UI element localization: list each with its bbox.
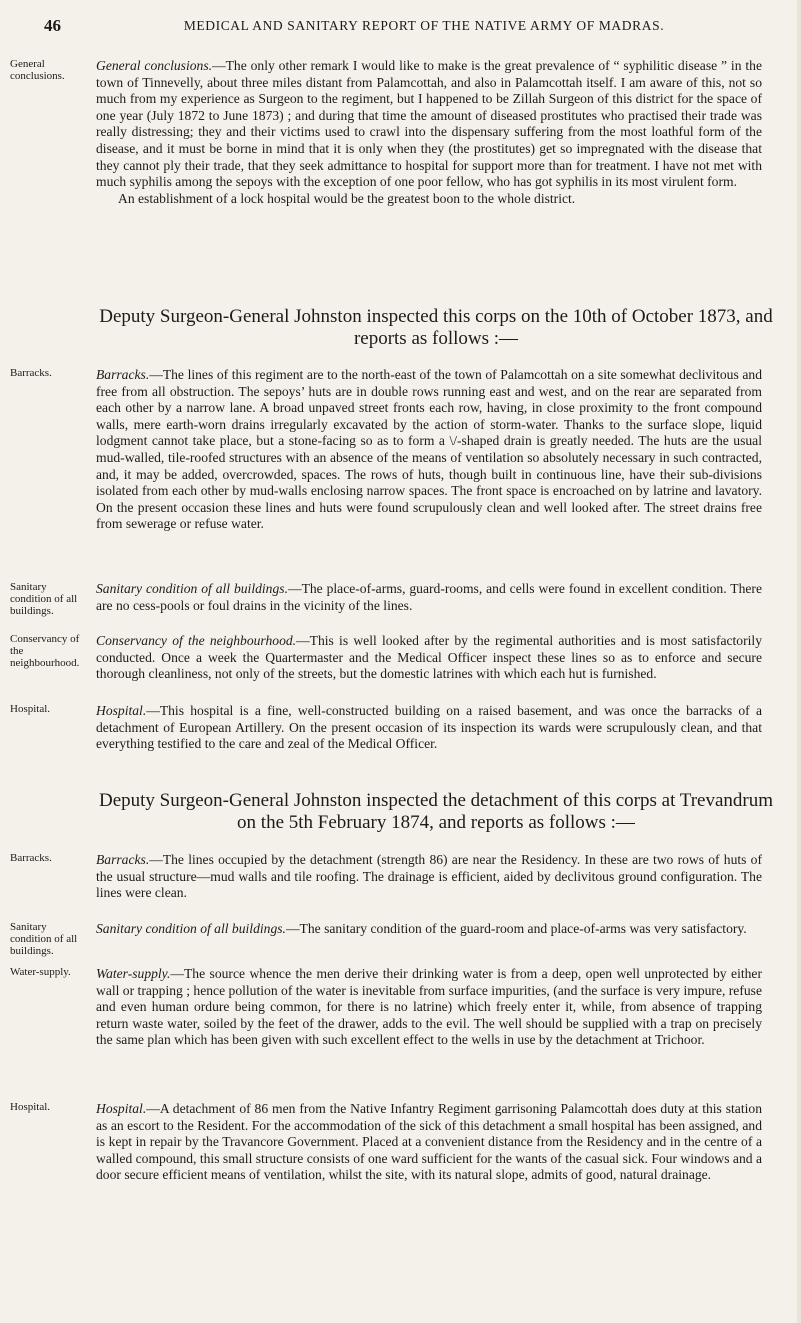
section-heading-1: Deputy Surgeon-General Johnston inspected this corps on the 10th of October 1873, and reports as follows :— (99, 306, 773, 349)
sidenote-conservancy: Conservancy of the neighbourhood. (10, 633, 80, 669)
sanitary-section (96, 581, 762, 614)
para-body: —The sanitary condition of the guard-room and place-of-arms was very satisfactory. (285, 921, 747, 936)
sidenote-sanitary: Sanitary condition of all buildings. (10, 581, 78, 617)
general-conclusions-section (96, 58, 762, 207)
page-edge (797, 0, 801, 1323)
barracks-section-2 (96, 852, 762, 902)
hospital-paragraph (96, 703, 762, 753)
water-supply-paragraph (96, 966, 762, 1049)
para-title: Sanitary condition of all buildings. (96, 921, 286, 936)
para-body: —This is well looked after by the regimental authorities and is most satisfactorily conducted. Once a week the Quartermaster and the Medical Officer inspect these lines so as to enforce and secure thorough cleanliness, not only of the streets, but the domestic latrines with which each hut is furnished. (96, 633, 762, 682)
para-body: —This hospital is a fine, well-constructed building on a raised basement, and was once the barracks of a detachment of European Artillery. On the present occasion of its inspection its wards were scrupulously clean, and that everything testified to the care and zeal of the Medical Officer. (96, 703, 762, 752)
para-title: Barracks. (96, 367, 150, 382)
general-paragraph (96, 58, 762, 191)
sanitary-paragraph (96, 581, 762, 614)
general-paragraph-2: An establishment of a lock hospital would be the greatest boon to the whole district. (118, 190, 576, 206)
para-body: —The place-of-arms, guard-rooms, and cells were found in excellent condition. There are no cess-pools or foul drains in the vicinity of the lines. (96, 581, 762, 613)
barracks-paragraph-2 (96, 852, 762, 902)
para-body: —The lines of this regiment are to the north-east of the town of Palamcottah on a site somewhat declivitous and free from all obstruction. The sepoys’ huts are in double rows running east and west, and on the rear are separated from each other by a narrow lane. A broad unpaved street fronts each row, having, in close proximity to the front compound walls, mere earth-worn drains irregularly excavated by the action of storm-water. Thanks to the surface slope, liquid lodgment cannot take place, but a stone-facing so as to form a \/-shaped drain is greatly needed. The huts are the usual mud-walled, tile-roofed structures with an absence of the means of ventilation so absolutely necessary in such contracted, and, it may be added, overcrowded, spaces. The rows of huts, though built in continuous line, have their sub-divisions isolated from each other by mud-walls enclosing narrow spaces. The front space is encroached on by latrine and lavatory. On the present occasion these lines and huts were found scrupulously clean and well looked after. The street drains free from sewerage or refuse water. (96, 367, 762, 532)
sidenote-hospital: Hospital. (10, 703, 51, 715)
para-title: Water-supply. (96, 966, 171, 981)
section-heading-2: Deputy Surgeon-General Johnston inspected the detachment of this corps at Trevandrum on the 5th February 1874, and reports as follows :— (98, 790, 773, 833)
para-title: Conservancy of the neighbourhood. (96, 633, 297, 648)
conservancy-paragraph (96, 633, 762, 683)
page-number: 46 (44, 16, 61, 35)
sidenote-water-supply: Water-supply. (10, 966, 71, 978)
para-title: General conclusions. (96, 58, 213, 73)
hospital-section (96, 703, 762, 753)
conservancy-section (96, 633, 762, 683)
sidenote-general: General conclusions. (10, 58, 65, 82)
hospital-section-2 (96, 1101, 762, 1184)
sidenote-hospital-2: Hospital. (10, 1101, 51, 1113)
para-body: —A detachment of 86 men from the Native Infantry Regiment garrisoning Palamcottah does duty at this station as an escort to the Resident. For the accommodation of the sick of this detachment a small hospital has been assigned, and is kept in repair by the Travancore Government. Placed at a convenient distance from the Residency and in the centre of a walled compound, this small structure consists of one ward sufficient for the wants of the casual sick. Four windows and a door secure efficient means of ventilation, whilst the site, with its natural slope, admits of good, natural drainage. (96, 1101, 762, 1183)
sanitary-section-2 (96, 921, 762, 938)
para-title: Hospital. (96, 703, 147, 718)
sidenote-barracks-2: Barracks. (10, 852, 52, 864)
sanitary-paragraph-2 (96, 921, 762, 938)
para-body: —The lines occupied by the detachment (strength 86) are near the Residency. In these are two rows of huts of the usual structure—mud walls and tile roofing. The drainage is efficient, aided by declivitous ground configuration. The lines were clean. (96, 852, 762, 901)
para-title: Barracks. (96, 852, 150, 867)
page-header (0, 16, 801, 38)
para-title: Hospital. (96, 1101, 147, 1116)
barracks-paragraph (96, 367, 762, 533)
sidenote-sanitary-2: Sanitary condition of all buildings. (10, 921, 78, 957)
water-supply-section (96, 966, 762, 1049)
para-body: —The source whence the men derive their drinking water is from a deep, open well unprotected by either wall or trapping ; hence pollution of the water is inevitable from surface impurities, (and the surface is very impure, refuse and even human ordure being common, for there is no latrine) which freely enter it, while, from absence of trapping return waste water, soiled by the feet of the drawer, adds to the evil. The well should be supplied with a trap on precisely the same plan which has been given with such excellent effect to the wells in use by the detachment at Trichoor. (96, 966, 762, 1048)
barracks-section (96, 367, 762, 533)
running-title: MEDICAL AND SANITARY REPORT OF THE NATIVE ARMY OF MADRAS. (183, 18, 665, 33)
sidenote-barracks: Barracks. (10, 367, 52, 379)
para-title: Sanitary condition of all buildings. (96, 581, 288, 596)
para-body: —The only other remark I would like to make is the great prevalence of “ syphilitic disease ” in the town of Tinnevelly, about three miles distant from Palamcottah, and also in Palamcottah itself. I am aware of this, not so much from my experience as Surgeon to the regiment, but I happened to be Zillah Surgeon of this district for the space of one year (July 1872 to June 1873) ; and during that time the amount of diseased prostitutes who practised their trade was really distressing; they and their victims used to crawl into the dispensary suffering from the most loathful form of the disease, and it must be borne in mind that it is only when they (the prostitutes) get so impregnated with the disease that they cannot ply their trade, that they seek admittance to hospital for support more than for treatment. I have not met with much syphilis among the sepoys with the exception of one poor fellow, who has got syphilis in its most virulent form. (96, 58, 762, 190)
hospital-paragraph-2 (96, 1101, 762, 1184)
